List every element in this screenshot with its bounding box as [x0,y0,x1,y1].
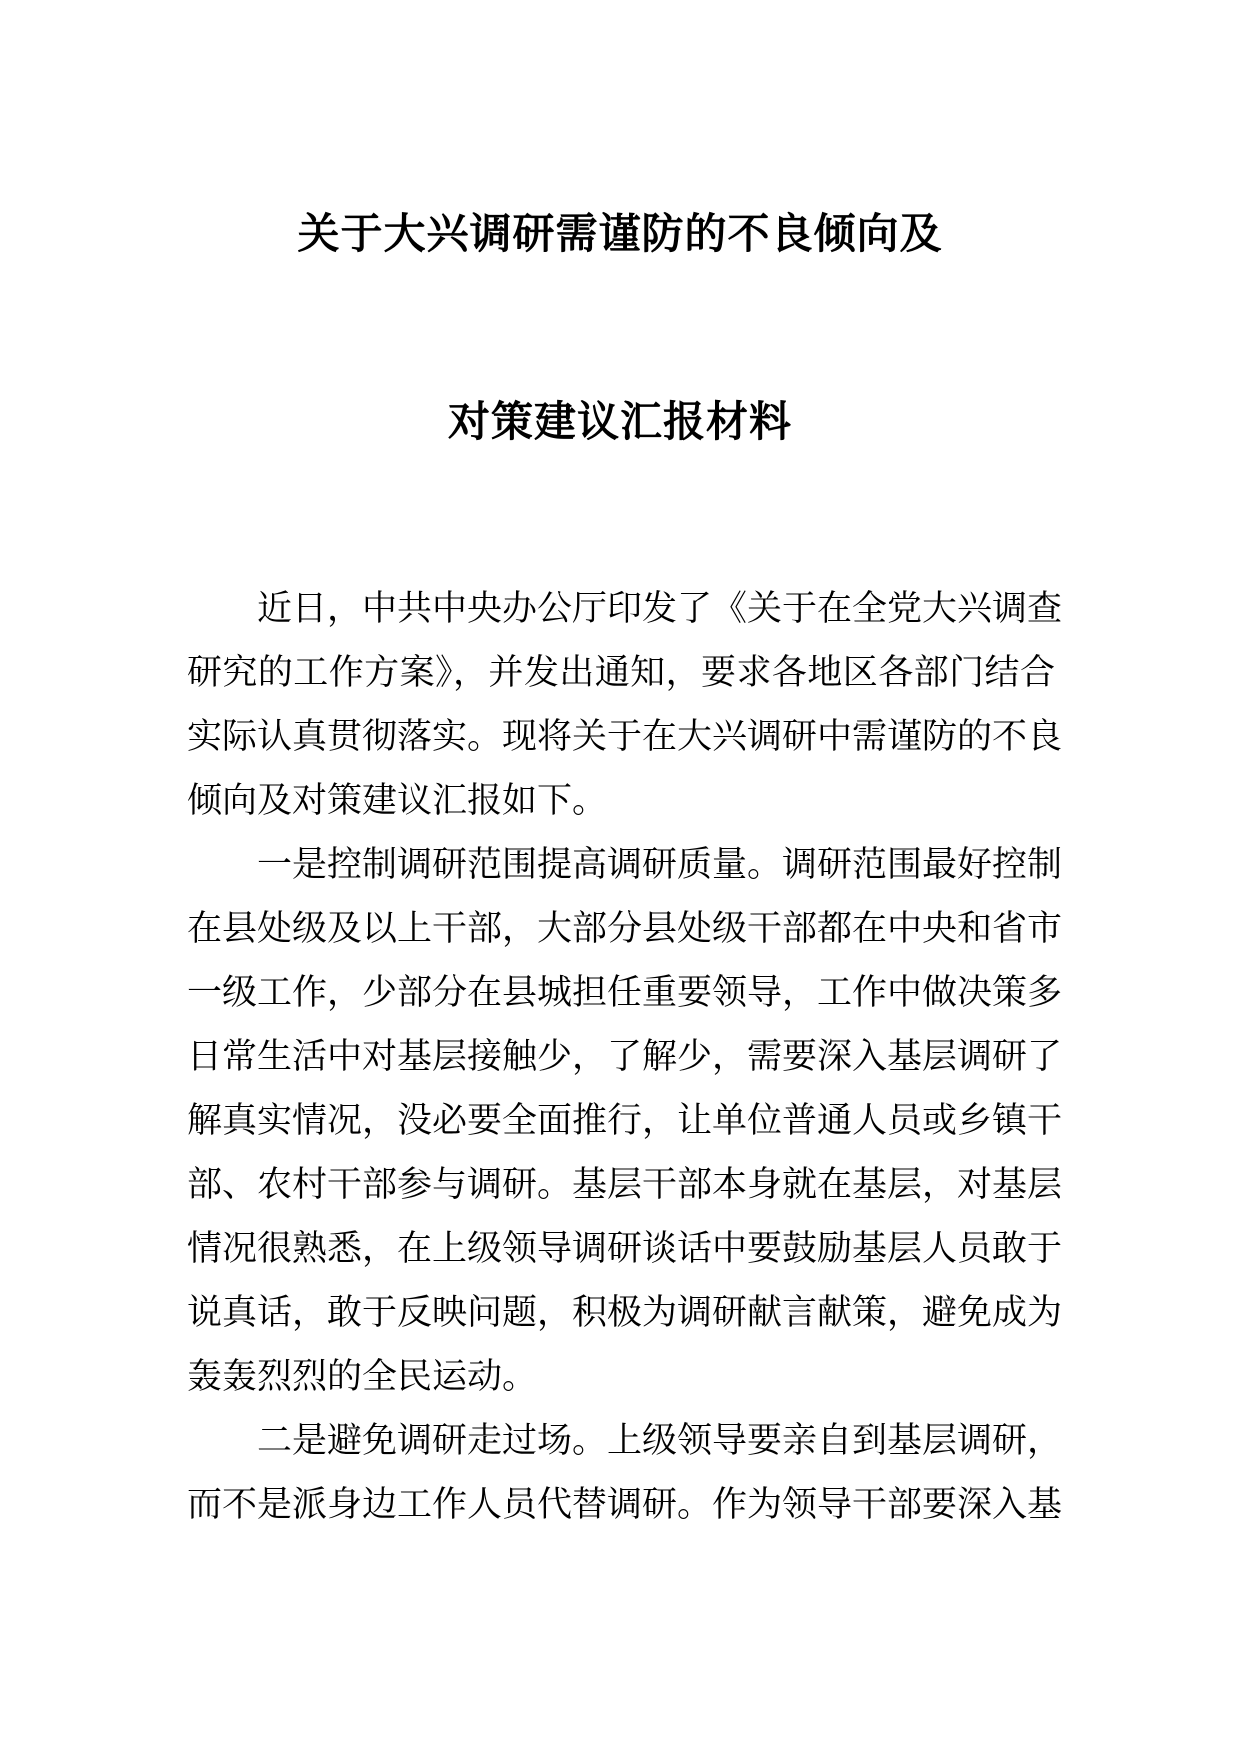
document-title-line-2: 对策建议汇报材料 [447,397,792,446]
paragraph-line: 情况很熟悉，在上级领导调研谈话中要鼓励基层人员敢于 [187,1229,1063,1269]
paragraph-line: 而不是派身边工作人员代替调研。作为领导干部要深入基 [187,1485,1063,1525]
paragraph-line: 解真实情况，没必要全面推行，让单位普通人员或乡镇干 [187,1101,1063,1141]
paragraph-line: 说真话，敢于反映问题，积极为调研献言献策，避免成为 [187,1293,1063,1333]
paragraph-line: 轰轰烈烈的全民运动。 [187,1357,538,1397]
paragraph-line: 一级工作，少部分在县城担任重要领导，工作中做决策多 [187,973,1063,1013]
document-title-line-1: 关于大兴调研需谨防的不良倾向及 [297,209,943,258]
paragraph-line: 部、农村干部参与调研。基层干部本身就在基层，对基层 [187,1165,1063,1205]
paragraph-line: 二是避免调研走过场。上级领导要亲自到基层调研， [257,1421,1063,1461]
document-body [187,577,1063,1537]
paragraph-line: 近日，中共中央办公厅印发了《关于在全党大兴调查 [257,589,1063,629]
paragraph-line: 研究的工作方案》，并发出通知，要求各地区各部门结合 [187,653,1055,693]
paragraph-line: 一是控制调研范围提高调研质量。调研范围最好控制 [257,845,1063,885]
paragraph-line: 实际认真贯彻落实。现将关于在大兴调研中需谨防的不良 [187,717,1063,757]
paragraph-line: 在县处级及以上干部，大部分县处级干部都在中央和省市 [187,909,1063,949]
paragraph-line: 日常生活中对基层接触少，了解少，需要深入基层调研了 [187,1037,1063,1077]
paragraph-line: 倾向及对策建议汇报如下。 [187,781,608,821]
